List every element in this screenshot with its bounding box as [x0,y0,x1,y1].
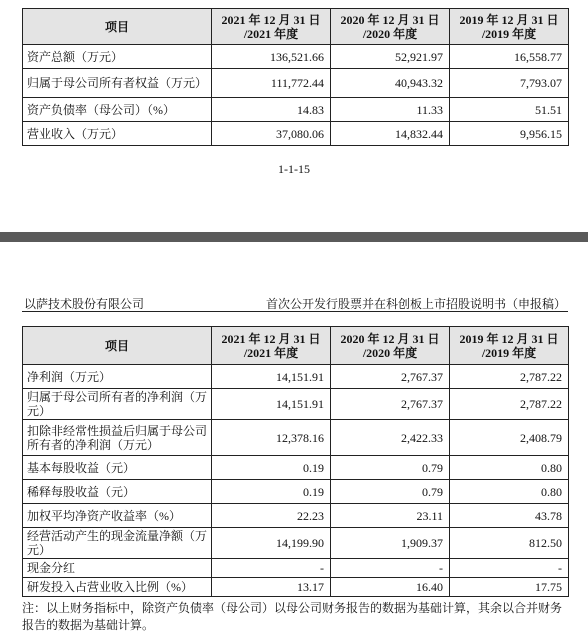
value-2021: 37,080.06 [212,122,331,146]
value-2020: 16.40 [331,578,450,597]
value-2019: 2,787.22 [450,365,569,389]
value-2019: 43.78 [450,504,569,528]
value-2021: 111,772.44 [212,69,331,98]
page-bottom [0,242,588,638]
header-2021: 2021 年 12 月 31 日 /2021 年度 [212,327,331,365]
table-row [23,69,569,98]
value-2020: 2,422.33 [331,420,450,456]
page-separator [0,232,588,242]
financial-summary-table-1 [22,8,569,146]
table-header-row [23,327,569,365]
value-2019: 16,558.77 [450,45,569,69]
row-label: 加权平均净资产收益率（%） [23,504,212,528]
header-item: 项目 [23,9,212,45]
table-row [23,365,569,389]
value-2020: 52,921.97 [331,45,450,69]
row-label: 资产总额（万元） [23,45,212,69]
value-2021: 0.19 [212,480,331,504]
value-2021: 12,378.16 [212,420,331,456]
value-2019: 2,787.22 [450,389,569,420]
row-label: 基本每股收益（元） [23,456,212,480]
value-2021: - [212,559,331,578]
footnote: 注：以上财务指标中，除资产负债率（母公司）以母公司财务报告的数据为基础计算，其余以合并财务报告的数据为基础计算。 [22,601,563,632]
row-label: 归属于母公司所有者权益（万元） [23,69,212,98]
table-row [23,528,569,559]
row-label: 资产负债率（母公司）（%） [23,98,212,122]
page-top [0,0,588,232]
header-2019: 2019 年 12 月 31 日 /2019 年度 [450,9,569,45]
header-2019: 2019 年 12 月 31 日 /2019 年度 [450,327,569,365]
value-2019: 0.80 [450,456,569,480]
value-2019: 7,793.07 [450,69,569,98]
value-2019: 2,408.79 [450,420,569,456]
running-header [22,294,568,312]
document-title: 首次公开发行股票并在科创板上市招股说明书（申报稿） [265,297,566,311]
row-label: 净利润（万元） [23,365,212,389]
row-label: 研发投入占营业收入比例（%） [23,578,212,597]
value-2021: 13.17 [212,578,331,597]
value-2021: 22.23 [212,504,331,528]
header-2020: 2020 年 12 月 31 日 /2020 年度 [331,9,450,45]
value-2020: 1,909.37 [331,528,450,559]
value-2020: 0.79 [331,456,450,480]
header-2020: 2020 年 12 月 31 日 /2020 年度 [331,327,450,365]
row-label: 扣除非经常性损益后归属于母公司所有者的净利润（万元） [23,420,212,456]
table-row [23,504,569,528]
table-row [23,480,569,504]
value-2020: 40,943.32 [331,69,450,98]
value-2020: 11.33 [331,98,450,122]
row-label: 归属于母公司所有者的净利润（万元） [23,389,212,420]
table-row [23,578,569,597]
value-2021: 14,151.91 [212,389,331,420]
company-name: 以萨技术股份有限公司 [24,297,145,311]
value-2019: 9,956.15 [450,122,569,146]
table-row [23,98,569,122]
row-label: 经营活动产生的现金流量净额（万元） [23,528,212,559]
header-2021: 2021 年 12 月 31 日 /2021 年度 [212,9,331,45]
value-2021: 14,199.90 [212,528,331,559]
value-2020: 2,767.37 [331,389,450,420]
table-header-row [23,9,569,45]
table-row [23,456,569,480]
header-item: 项目 [23,327,212,365]
value-2019: 17.75 [450,578,569,597]
table-row [23,420,569,456]
value-2021: 136,521.66 [212,45,331,69]
value-2020: 0.79 [331,480,450,504]
value-2021: 0.19 [212,456,331,480]
table-row [23,389,569,420]
financial-summary-table-2 [22,326,569,597]
value-2020: 23.11 [331,504,450,528]
row-label: 稀释每股收益（元） [23,480,212,504]
value-2021: 14,151.91 [212,365,331,389]
value-2020: - [331,559,450,578]
table-row [23,122,569,146]
value-2019: 812.50 [450,528,569,559]
value-2019: - [450,559,569,578]
row-label: 营业收入（万元） [23,122,212,146]
page-number: 1-1-15 [278,162,310,176]
value-2019: 51.51 [450,98,569,122]
table-row [23,45,569,69]
value-2020: 14,832.44 [331,122,450,146]
row-label: 现金分红 [23,559,212,578]
value-2020: 2,767.37 [331,365,450,389]
table-row [23,559,569,578]
value-2019: 0.80 [450,480,569,504]
value-2021: 14.83 [212,98,331,122]
